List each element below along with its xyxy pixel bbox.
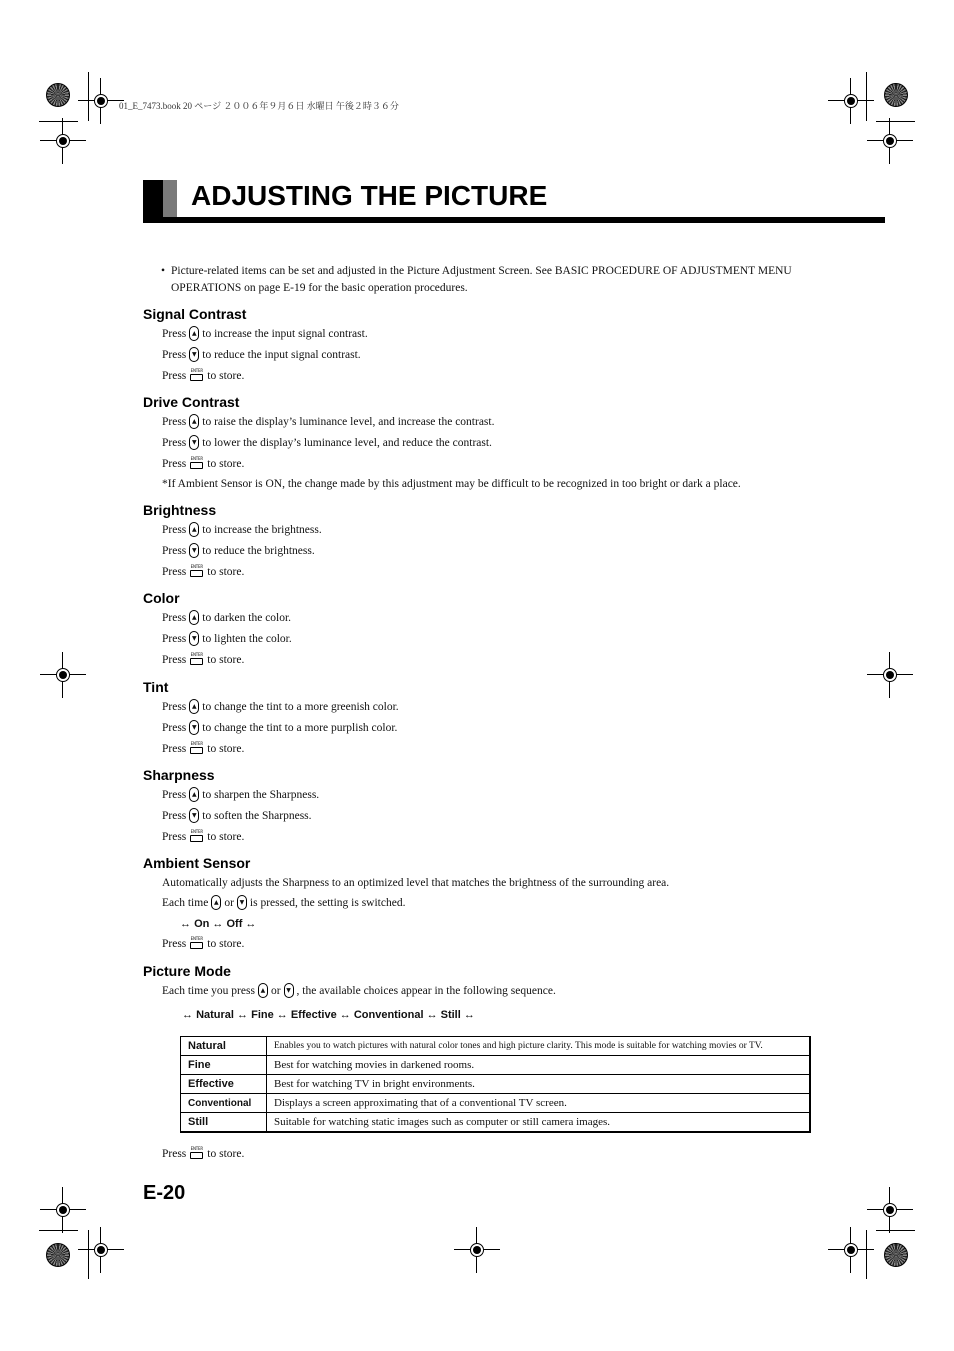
instruction-line bbox=[162, 806, 319, 827]
instruction-line bbox=[162, 562, 322, 582]
instruction-line bbox=[162, 412, 741, 433]
instruction-line bbox=[162, 629, 292, 650]
double-arrow-icon: ↔ bbox=[426, 1009, 438, 1021]
press-text: Press bbox=[162, 633, 187, 645]
instruction-text: is pressed, the setting is switched. bbox=[249, 897, 406, 909]
instruction-line bbox=[162, 650, 292, 670]
intro-paragraph bbox=[161, 263, 821, 297]
section-picture-mode bbox=[143, 961, 556, 1025]
table-row bbox=[181, 1037, 811, 1056]
sequence-item: Fine bbox=[251, 1009, 274, 1021]
instruction-text: to increase the brightness. bbox=[202, 524, 322, 536]
instruction-line bbox=[162, 366, 368, 386]
page-number: E-20 bbox=[143, 1182, 186, 1204]
press-text: Press bbox=[162, 328, 187, 340]
table-row bbox=[181, 1094, 811, 1113]
section-heading: Picture Mode bbox=[143, 963, 231, 979]
instruction-line bbox=[162, 827, 319, 847]
crosshair-registration-icon bbox=[828, 1227, 874, 1273]
press-text: Press bbox=[162, 701, 187, 713]
print-header: 01_E_7473.book 20 ページ ２００６年９月６日 水曜日 午後２時３６分 bbox=[119, 101, 399, 111]
down-button-icon: ▼ bbox=[237, 895, 247, 910]
mode-name: Effective bbox=[181, 1075, 267, 1094]
table-row bbox=[181, 1056, 811, 1075]
press-text: Press bbox=[162, 743, 187, 755]
mode-description: Best for watching TV in bright environments. bbox=[267, 1075, 811, 1094]
sequence-item: Conventional bbox=[353, 1009, 424, 1021]
instruction-line bbox=[162, 893, 669, 914]
section-heading: Tint bbox=[143, 679, 169, 695]
sequence-item: Still bbox=[440, 1009, 461, 1021]
setting-sequence bbox=[180, 914, 669, 934]
mode-description: Best for watching movies in darkened rooms. bbox=[267, 1056, 811, 1075]
or-text: or bbox=[224, 897, 234, 909]
down-button-icon: ▼ bbox=[189, 631, 199, 646]
mode-name: Fine bbox=[181, 1056, 267, 1075]
press-text: Press bbox=[162, 458, 187, 470]
instruction-text: to lighten the color. bbox=[202, 633, 292, 645]
instruction-text: to store. bbox=[207, 1148, 245, 1160]
instruction-text: to change the tint to a more greenish color. bbox=[202, 701, 399, 713]
double-arrow-icon: ↔ bbox=[182, 1009, 193, 1021]
mode-name: Conventional bbox=[181, 1094, 267, 1113]
press-text: Press bbox=[162, 938, 187, 950]
crop-line bbox=[876, 1230, 915, 1231]
instruction-line bbox=[162, 739, 399, 759]
press-text: Press bbox=[162, 349, 187, 361]
mode-description: Displays a screen approximating that of a conventional TV screen. bbox=[267, 1094, 811, 1113]
instruction-text: to store. bbox=[207, 831, 245, 843]
enter-button-icon: ENTER bbox=[190, 742, 203, 753]
instruction-text: to store. bbox=[207, 566, 245, 578]
section-heading: Brightness bbox=[143, 502, 217, 518]
down-button-icon: ▼ bbox=[189, 808, 199, 823]
table-row bbox=[181, 1113, 811, 1133]
sequence-item: Effective bbox=[290, 1009, 337, 1021]
instruction-text: to store. bbox=[207, 458, 245, 470]
instruction-line bbox=[162, 454, 741, 474]
up-button-icon: ▲ bbox=[189, 610, 199, 625]
instruction-text: to raise the display’s luminance level, and increase the contrast. bbox=[202, 416, 495, 428]
double-arrow-icon: ↔ bbox=[245, 918, 257, 930]
intro-text: Picture-related items can be set and adjusted in the Picture Adjustment Screen. See BASIC PROCEDURE OF ADJUSTMENT MENU OPERATIONS on page E-19 for the basic operation procedures. bbox=[171, 265, 792, 294]
enter-button-icon: ENTER bbox=[190, 830, 203, 841]
instruction-text: to sharpen the Sharpness. bbox=[202, 789, 320, 801]
instruction-line bbox=[162, 541, 322, 562]
instruction-line bbox=[162, 934, 669, 954]
section-heading: Color bbox=[143, 590, 180, 606]
down-button-icon: ▼ bbox=[189, 543, 199, 558]
instruction-line bbox=[162, 520, 322, 541]
crosshair-registration-icon bbox=[867, 652, 913, 698]
instruction-text: to store. bbox=[207, 938, 245, 950]
mode-sequence bbox=[182, 1005, 556, 1025]
down-button-icon: ▼ bbox=[189, 720, 199, 735]
instruction-line bbox=[162, 718, 399, 739]
crosshair-registration-icon bbox=[78, 1227, 124, 1273]
press-text: Press bbox=[162, 810, 187, 822]
section-signal-contrast bbox=[143, 304, 368, 386]
double-arrow-icon: ↔ bbox=[276, 1009, 288, 1021]
page-title: ADJUSTING THE PICTURE bbox=[191, 180, 548, 211]
up-button-icon: ▲ bbox=[189, 522, 199, 537]
mode-name: Natural bbox=[181, 1037, 267, 1056]
title-rule bbox=[143, 217, 885, 223]
instruction-line bbox=[162, 324, 368, 345]
instruction-text: to change the tint to a more purplish color. bbox=[202, 722, 398, 734]
crosshair-registration-icon bbox=[40, 652, 86, 698]
double-arrow-icon: ↔ bbox=[463, 1009, 475, 1021]
crop-line bbox=[39, 1230, 78, 1231]
section-brightness bbox=[143, 500, 322, 582]
double-arrow-icon: ↔ bbox=[237, 1009, 249, 1021]
down-button-icon: ▼ bbox=[189, 435, 199, 450]
section-sharpness bbox=[143, 765, 319, 847]
instruction-text: to soften the Sharpness. bbox=[202, 810, 312, 822]
instruction-text: to increase the input signal contrast. bbox=[202, 328, 368, 340]
picture-mode-store bbox=[143, 1144, 244, 1164]
mode-name: Still bbox=[181, 1113, 267, 1133]
registration-disc-icon bbox=[46, 83, 70, 107]
crosshair-registration-icon bbox=[867, 118, 913, 164]
up-button-icon: ▲ bbox=[189, 326, 199, 341]
instruction-text: to store. bbox=[207, 370, 245, 382]
instruction-line bbox=[162, 697, 399, 718]
instruction-line bbox=[162, 1144, 244, 1164]
crop-line bbox=[88, 1230, 89, 1279]
enter-button-icon: ENTER bbox=[190, 457, 203, 468]
section-ambient-sensor bbox=[143, 853, 669, 954]
sequence-item: On bbox=[194, 918, 210, 930]
enter-button-icon: ENTER bbox=[190, 653, 203, 664]
enter-button-icon: ENTER bbox=[190, 565, 203, 576]
crop-line bbox=[39, 121, 78, 122]
press-text: Press bbox=[162, 789, 187, 801]
instruction-line bbox=[162, 433, 741, 454]
mode-description: Suitable for watching static images such as computer or still camera images. bbox=[267, 1113, 811, 1133]
down-button-icon: ▼ bbox=[189, 347, 199, 362]
down-button-icon: ▼ bbox=[284, 983, 294, 998]
sequence-item: Natural bbox=[196, 1009, 234, 1021]
double-arrow-icon: ↔ bbox=[180, 918, 191, 930]
section-tint bbox=[143, 677, 399, 759]
press-text: Press bbox=[162, 524, 187, 536]
press-text: Press bbox=[162, 1148, 187, 1160]
press-text: Press bbox=[162, 545, 187, 557]
section-drive-contrast bbox=[143, 392, 741, 494]
crop-line bbox=[866, 72, 867, 121]
description-line: Automatically adjusts the Sharpness to an optimized level that matches the brightness of the surrounding area. bbox=[162, 877, 670, 889]
crop-line bbox=[866, 1230, 867, 1279]
table-row bbox=[181, 1075, 811, 1094]
up-button-icon: ▲ bbox=[189, 787, 199, 802]
registration-disc-icon bbox=[884, 1243, 908, 1267]
note-line: *If Ambient Sensor is ON, the change made by this adjustment may be difficult to be recognized in too bright or dark a place. bbox=[162, 478, 741, 490]
section-heading: Signal Contrast bbox=[143, 306, 247, 322]
press-text: Press bbox=[162, 654, 187, 666]
instruction-text: , the available choices appear in the following sequence. bbox=[296, 985, 556, 997]
instruction-line bbox=[162, 345, 368, 366]
section-heading: Ambient Sensor bbox=[143, 855, 251, 871]
mode-description: Enables you to watch pictures with natural color tones and high picture clarity. This mode is suitable for watching movies or TV. bbox=[267, 1037, 811, 1056]
registration-disc-icon bbox=[884, 83, 908, 107]
press-text: Press bbox=[162, 416, 187, 428]
up-button-icon: ▲ bbox=[211, 895, 221, 910]
crosshair-registration-icon bbox=[454, 1227, 500, 1273]
or-text: or bbox=[270, 985, 281, 997]
title-marker-gray bbox=[163, 180, 177, 220]
up-button-icon: ▲ bbox=[189, 414, 199, 429]
picture-mode-table bbox=[180, 1036, 811, 1133]
press-text: Press bbox=[162, 831, 187, 843]
crosshair-registration-icon bbox=[40, 118, 86, 164]
press-text: Press bbox=[162, 612, 187, 624]
crop-line bbox=[88, 72, 89, 121]
registration-disc-icon bbox=[46, 1243, 70, 1267]
press-text: Press bbox=[162, 566, 187, 578]
bullet: • bbox=[161, 265, 166, 277]
double-arrow-icon: ↔ bbox=[212, 918, 224, 930]
section-heading: Sharpness bbox=[143, 767, 215, 783]
section-color bbox=[143, 588, 292, 670]
press-text: Press bbox=[162, 437, 187, 449]
section-heading: Drive Contrast bbox=[143, 394, 240, 410]
sequence-item: Off bbox=[226, 918, 243, 930]
instruction-line bbox=[162, 608, 292, 629]
instruction-text: to store. bbox=[207, 743, 245, 755]
instruction-text: Each time you press bbox=[162, 985, 255, 997]
instruction-text: to lower the display’s luminance level, and reduce the contrast. bbox=[202, 437, 492, 449]
instruction-line bbox=[162, 981, 556, 1002]
instruction-text: to reduce the input signal contrast. bbox=[202, 349, 361, 361]
crop-line bbox=[876, 121, 915, 122]
instruction-text: to darken the color. bbox=[202, 612, 292, 624]
instruction-text: to store. bbox=[207, 654, 245, 666]
up-button-icon: ▲ bbox=[189, 699, 199, 714]
enter-button-icon: ENTER bbox=[190, 369, 203, 380]
instruction-text: to reduce the brightness. bbox=[202, 545, 315, 557]
enter-button-icon: ENTER bbox=[190, 937, 203, 948]
press-text: Press bbox=[162, 722, 187, 734]
instruction-text: Each time bbox=[162, 897, 209, 909]
press-text: Press bbox=[162, 370, 187, 382]
instruction-line bbox=[162, 785, 319, 806]
enter-button-icon: ENTER bbox=[190, 1147, 203, 1158]
double-arrow-icon: ↔ bbox=[339, 1009, 351, 1021]
up-button-icon: ▲ bbox=[258, 983, 268, 998]
title-marker-black bbox=[143, 180, 163, 220]
